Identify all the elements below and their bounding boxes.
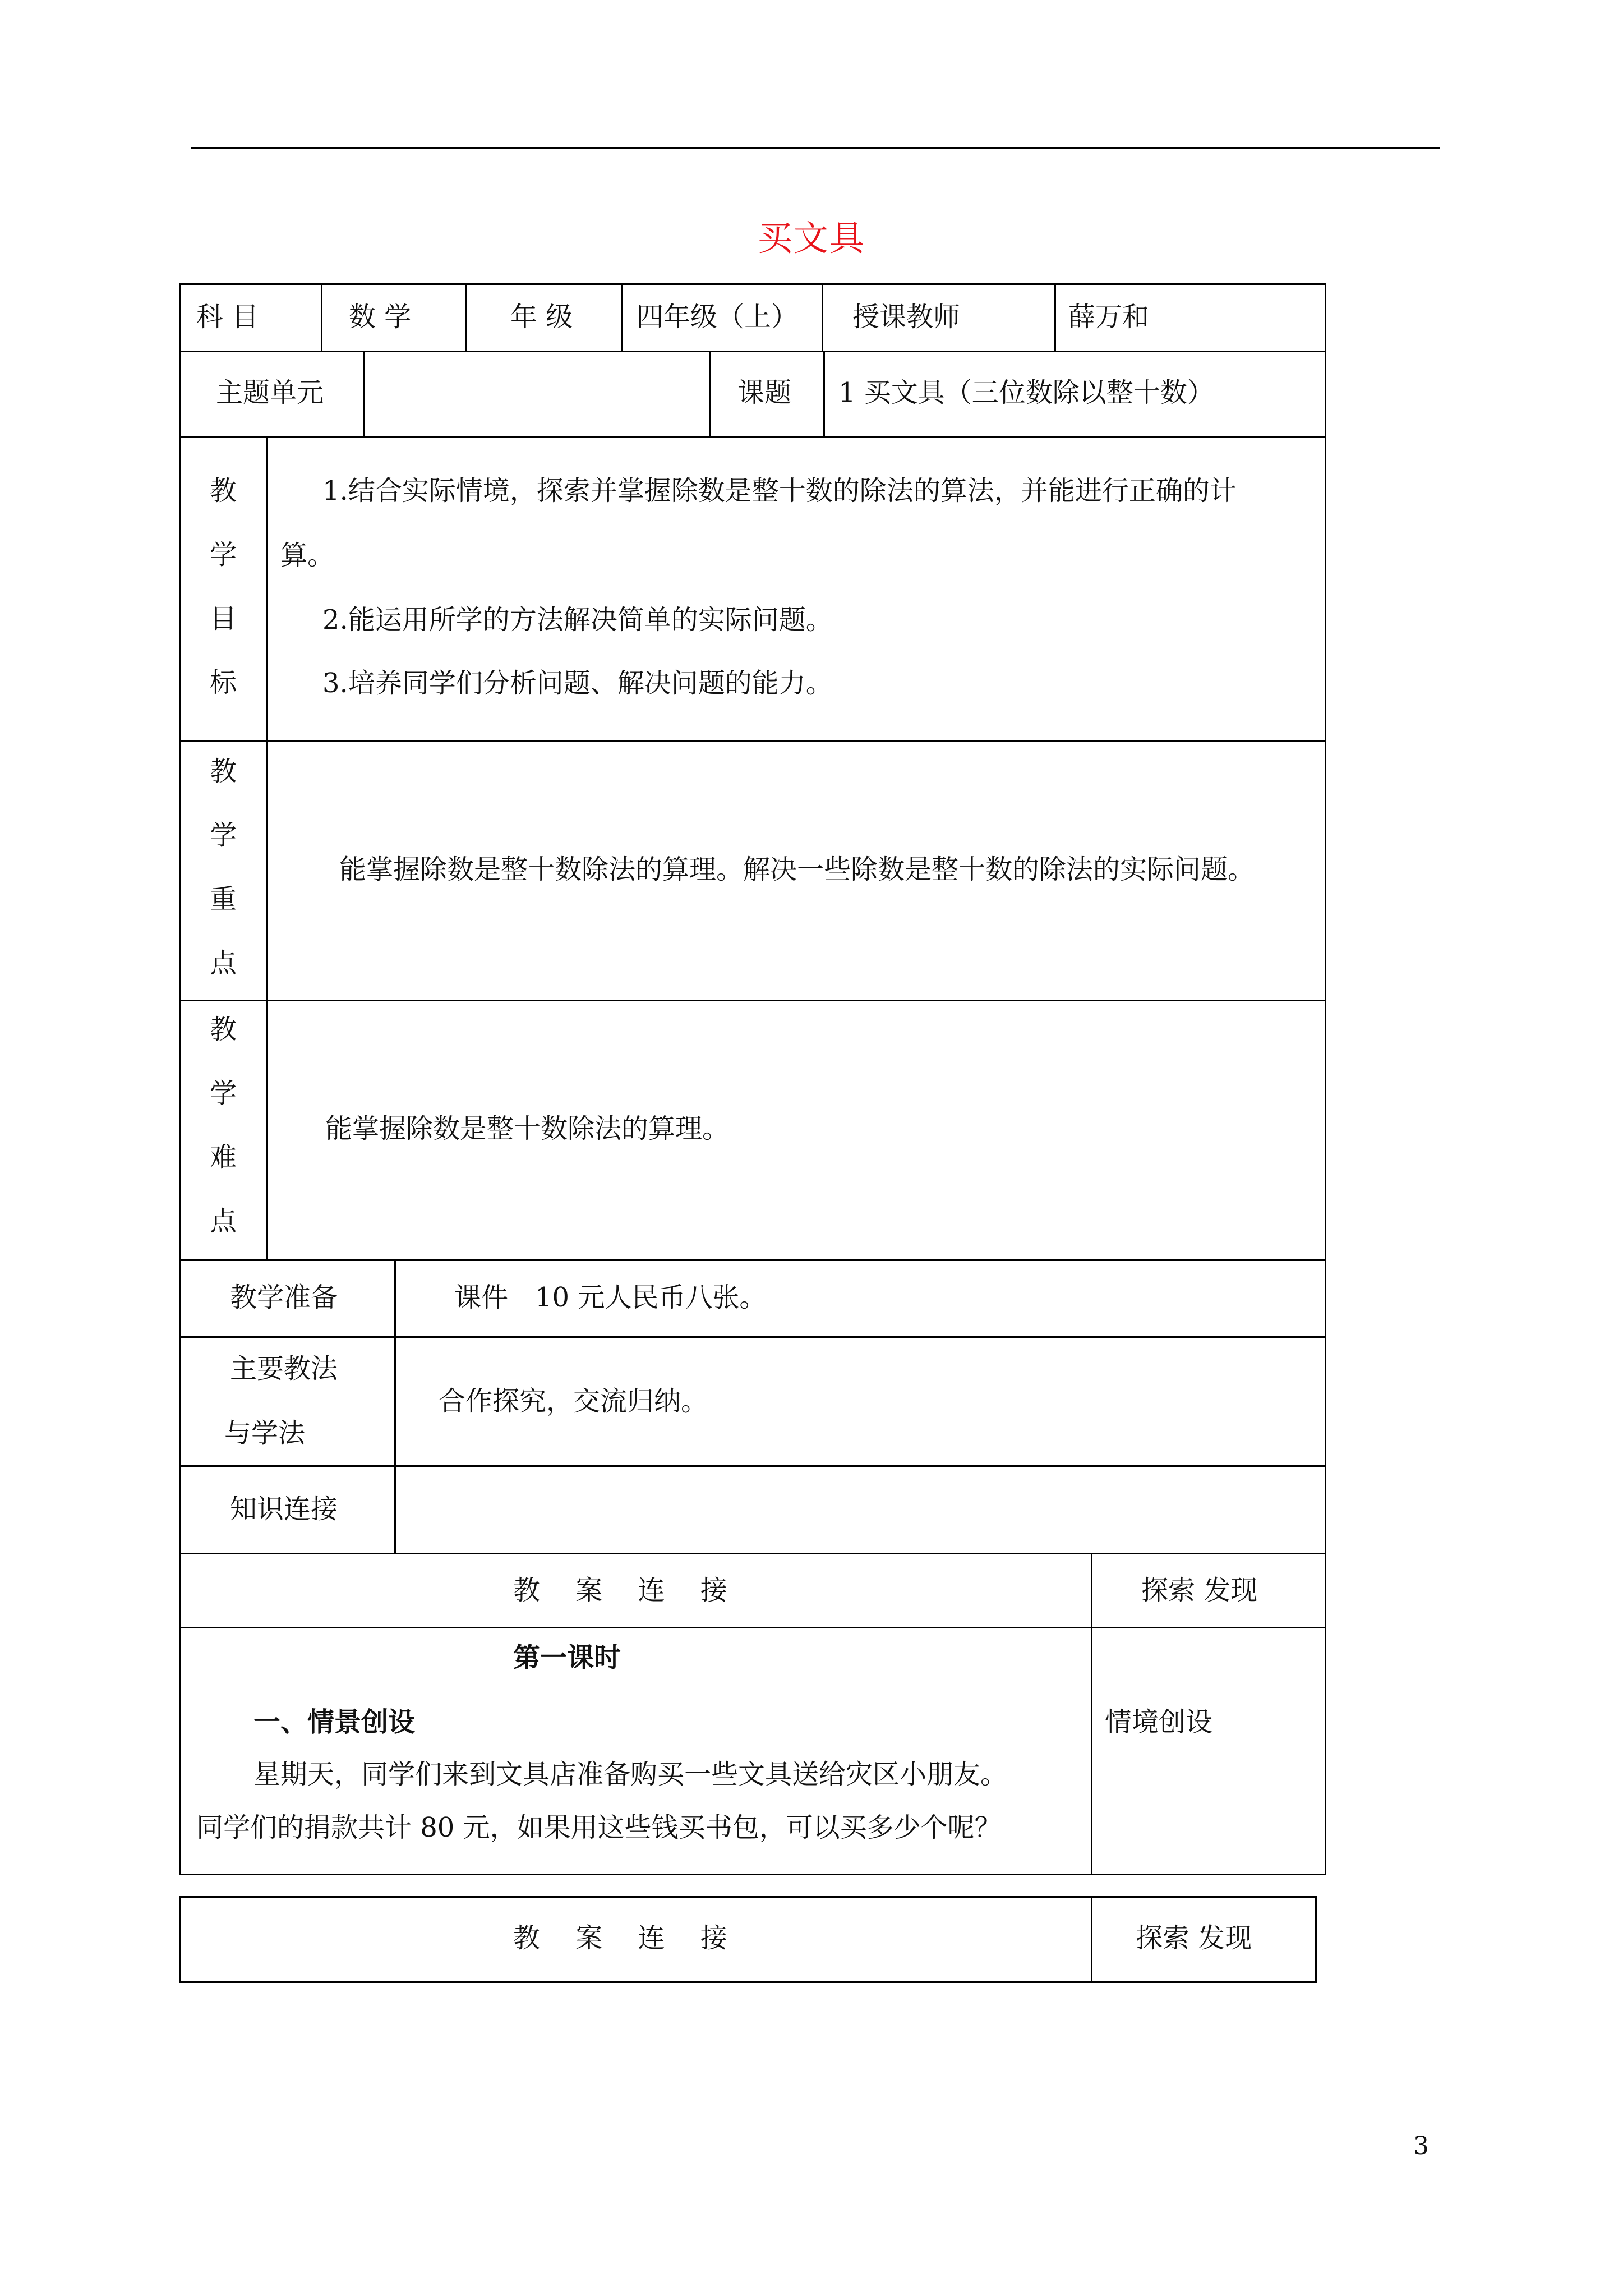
col-divider	[465, 283, 467, 351]
teacher-value: 薛万和	[1068, 301, 1150, 333]
lesson-period: 第一课时	[513, 1642, 621, 1673]
lesson-table	[179, 283, 1326, 1875]
grade-label: 年 级	[510, 301, 573, 333]
col-divider	[709, 351, 711, 436]
row-divider	[179, 351, 1326, 352]
row-divider	[179, 1259, 1326, 1261]
page-title: 买文具	[757, 218, 865, 259]
teacher-label: 授课教师	[852, 301, 961, 333]
col-divider	[321, 283, 322, 351]
methods-label-2: 与学法	[224, 1418, 306, 1449]
col-divider	[822, 283, 823, 351]
row-divider	[179, 1465, 1326, 1467]
methods-label-1: 主要教法	[230, 1353, 338, 1384]
topic-label: 课题	[737, 377, 792, 408]
topic-value: 1 买文具（三位数除以整十数）	[838, 377, 1214, 408]
page-number: 3	[1413, 2132, 1429, 2160]
col-divider	[1091, 1896, 1092, 1983]
row-divider	[179, 1553, 1326, 1554]
objective-3: 3.培养同学们分析问题、解决问题的能力。	[322, 668, 833, 699]
subject-label: 科 目	[196, 301, 259, 333]
col-divider	[363, 351, 365, 436]
col-divider	[266, 436, 268, 1259]
preparation-label: 教学准备	[230, 1282, 338, 1313]
grade-value: 四年级（上）	[637, 301, 799, 333]
plan-header-2-left: 教 案 连 接	[513, 1922, 727, 1954]
col-divider	[1091, 1553, 1092, 1875]
col-divider	[621, 283, 623, 351]
plan-header-right: 探索 发现	[1141, 1575, 1258, 1606]
objective-1-cont: 算。	[280, 540, 335, 571]
row-divider	[179, 740, 1326, 742]
difficult-points-text: 能掌握除数是整十数除法的算理。	[325, 1113, 730, 1144]
plan-header-left: 教 案 连 接	[513, 1575, 727, 1606]
header-rule	[191, 147, 1440, 149]
objective-2: 2.能运用所学的方法解决简单的实际问题。	[322, 604, 833, 636]
row-divider	[179, 1000, 1326, 1001]
subject-value: 数 学	[349, 301, 412, 333]
plan-header-2-right: 探索 发现	[1136, 1922, 1252, 1954]
objective-1: 1.结合实际情境，探索并掌握除数是整十数的除法的算法，并能进行正确的计	[322, 475, 1237, 507]
preparation-value: 课件 10 元人民币八张。	[454, 1282, 767, 1313]
row-divider	[179, 1336, 1326, 1338]
difficult-points-label: 教 学 难 点	[209, 1014, 237, 1237]
key-points-label: 教 学 重 点	[209, 756, 237, 979]
col-divider	[394, 1259, 396, 1553]
methods-value: 合作探究，交流归纳。	[439, 1386, 708, 1417]
lesson-side-note: 情境创设	[1105, 1706, 1213, 1738]
section-heading: 一、情景创设	[253, 1706, 416, 1738]
lesson-paragraph-1: 星期天，同学们来到文具店准备购买一些文具送给灾区小朋友。	[253, 1759, 1008, 1790]
col-divider	[823, 351, 825, 436]
row-divider	[179, 1627, 1326, 1628]
col-divider	[1054, 283, 1056, 351]
row-divider	[179, 436, 1326, 438]
objectives-label: 教 学 目 标	[209, 475, 237, 698]
lesson-paragraph-2: 同学们的捐款共计 80 元，如果用这些钱买书包，可以买多少个呢？	[196, 1812, 1002, 1843]
knowledge-label: 知识连接	[230, 1493, 338, 1525]
unit-label: 主题单元	[216, 377, 324, 408]
key-points-text: 能掌握除数是整十数除法的算理。解决一些除数是整十数的除法的实际问题。	[339, 854, 1255, 885]
